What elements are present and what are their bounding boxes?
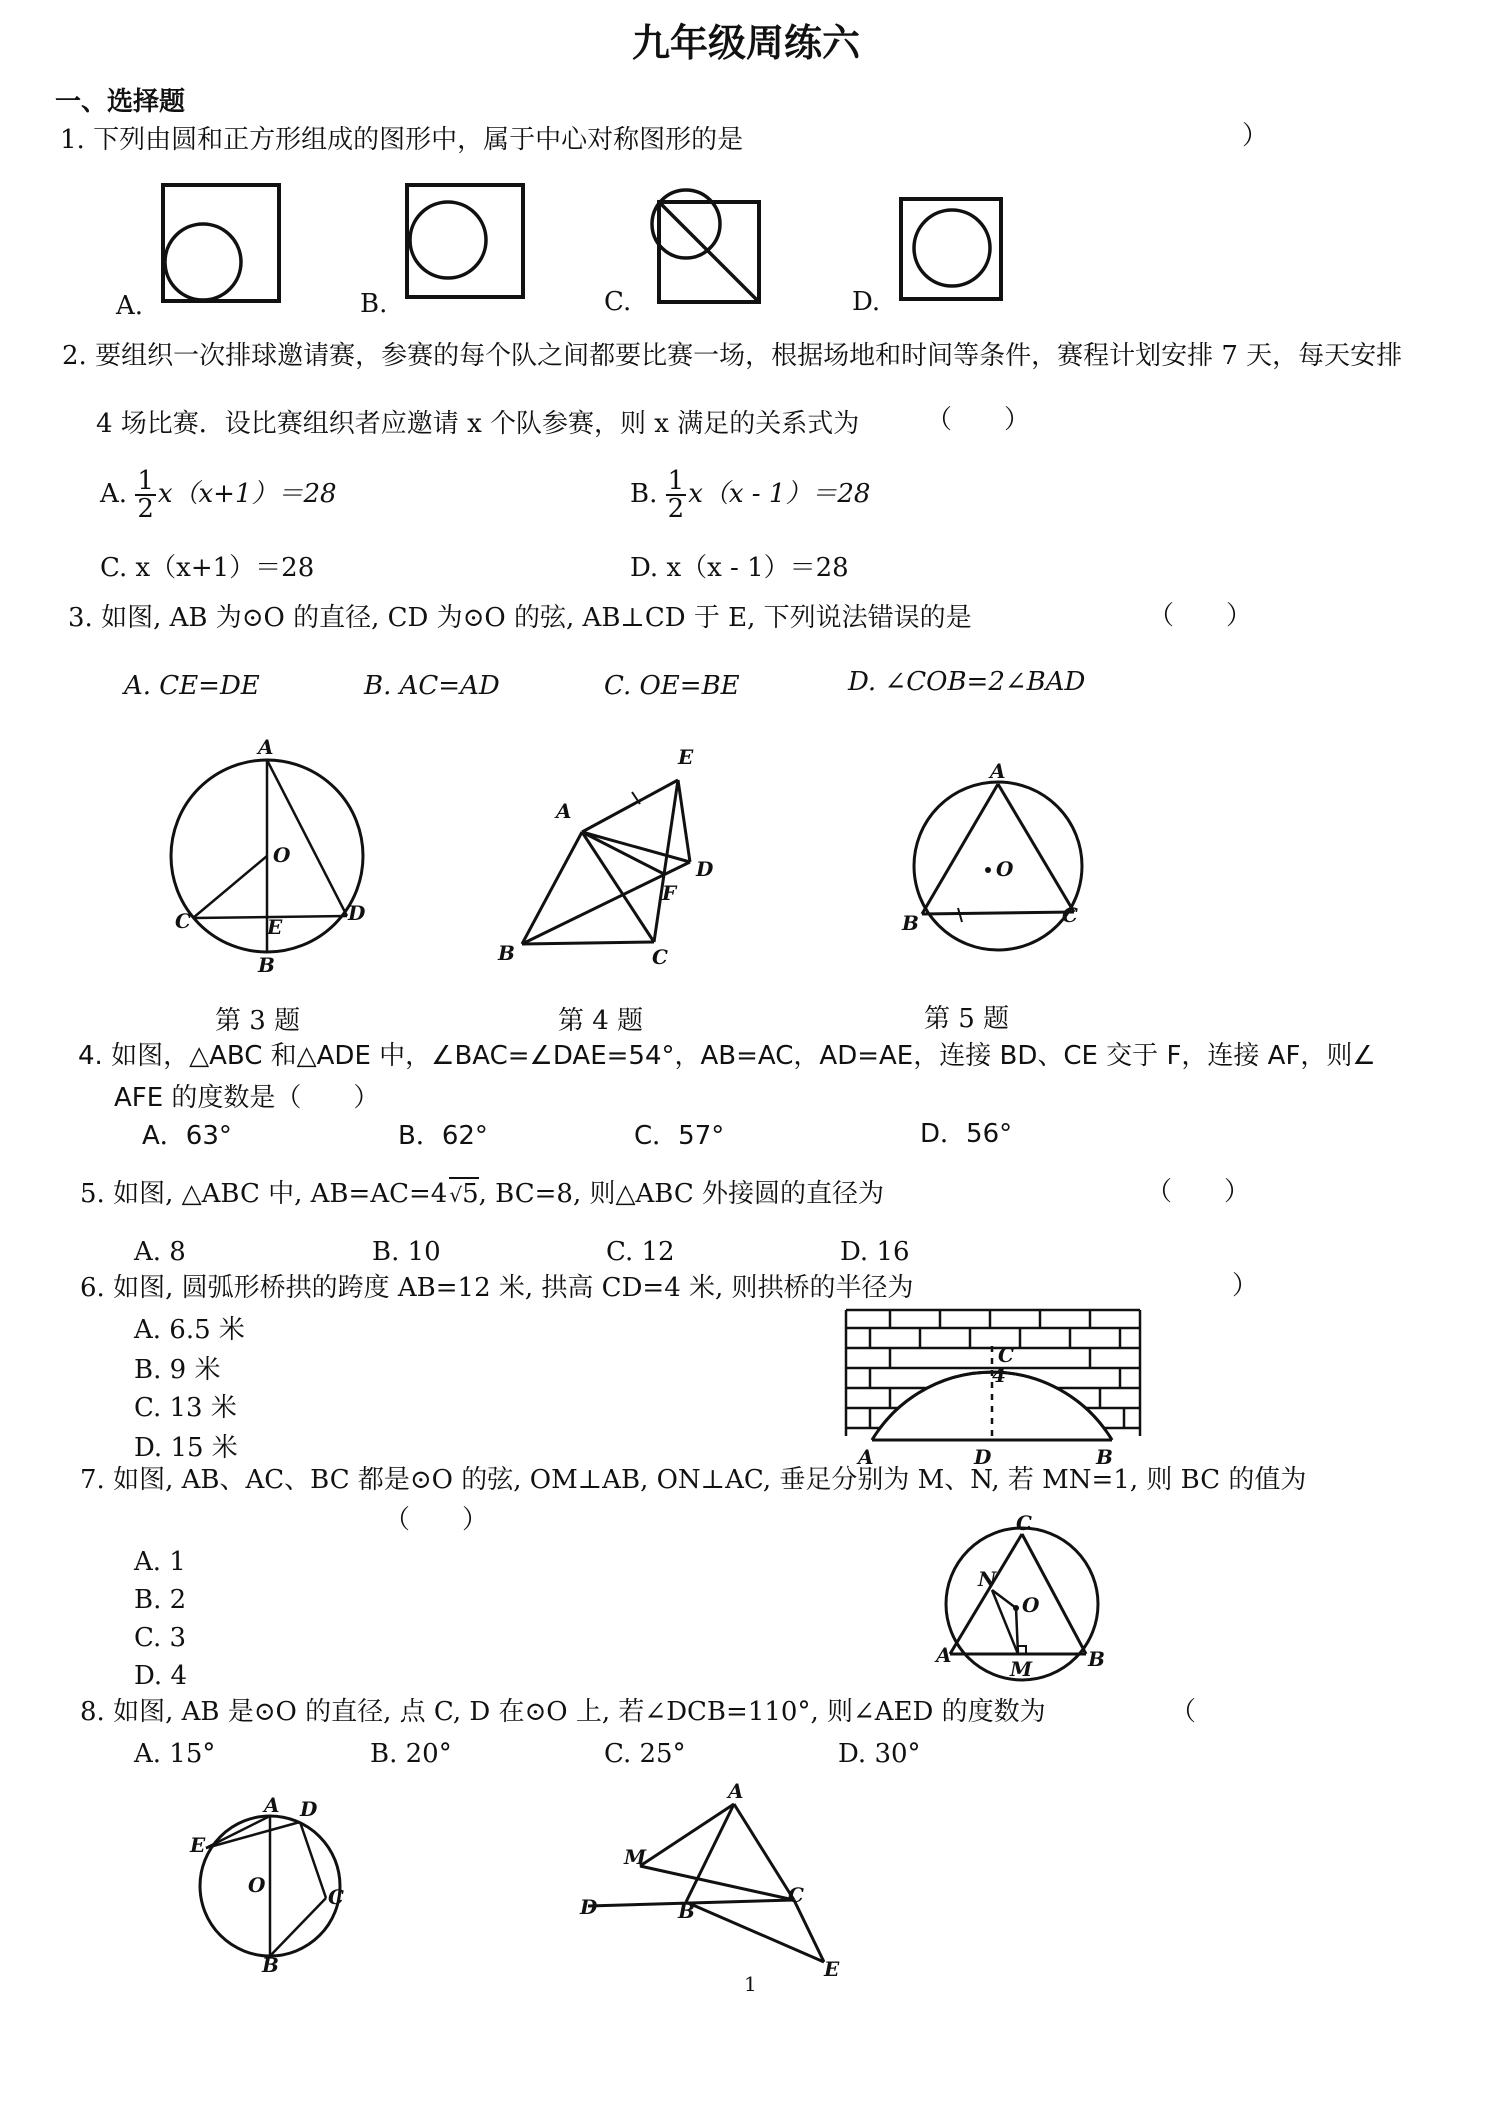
fig-extra-label-a: A [728,1779,744,1803]
q7-paren: （ ） [384,1505,489,1535]
q2-option-b [630,464,870,524]
q8-option-a: A. 15° [134,1739,216,1769]
fig8-label-d: D [300,1797,318,1821]
q2-option-a [100,464,337,524]
q7-option-b: B. 2 [134,1585,187,1615]
fig3-label-d: D [348,901,366,925]
q4-option-b: B．62° [398,1121,488,1151]
fig8-label-a: A [264,1793,280,1817]
q2-paren: （ ） [926,405,1031,435]
q2-option-a-fraction [135,468,156,522]
fig3-label-c: C [175,909,191,933]
q1-option-a: A. [116,291,144,321]
q4-stem-line2: AFE 的度数是（ ） [114,1083,380,1113]
fig5-label-o: O [996,857,1014,881]
fig4-label-c: C [652,945,668,969]
q2-a-numerator: 1 [137,466,154,496]
fig7-label-o: O [1022,1593,1040,1617]
q6-option-b: B. 9 米 [134,1355,221,1385]
fig4-label-a: A [556,799,572,823]
q7-stem: 7. 如图, AB、AC、BC 都是⊙O 的弦, OM⊥AB, ON⊥AC, 垂足分别为 M、N, 若 MN=1, 则 BC 的值为 [80,1465,1307,1495]
caption-q5: 第 5 题 [924,1004,1010,1034]
q6-paren: ） [1232,1271,1259,1301]
q8-option-d: D. 30° [838,1739,921,1769]
fig8-label-o: O [248,1873,266,1897]
q2-stem-line1: 2. 要组织一次排球邀请赛，参赛的每个队之间都要比赛一场，根据场地和时间等条件，赛程计划安排 7 天，每天安排 [62,341,1403,371]
fig6-label-c: C [998,1343,1014,1367]
q2-option-a-expr: x（x+1）＝28 [157,479,337,509]
fig8-label-e: E [190,1833,206,1857]
q3-option-a: A. CE=DE [124,671,260,701]
fig-extra-label-c: C [788,1883,804,1907]
q4-option-d: D．56° [920,1119,1013,1149]
fig6-label-b: B [1096,1445,1113,1469]
q2-option-a-label: A. [100,479,128,509]
fig3-label-e: E [267,915,283,939]
caption-q3: 第 3 题 [215,1006,301,1036]
q6-option-d: D. 15 米 [134,1433,238,1463]
q6-option-c: C. 13 米 [134,1393,237,1423]
q5-option-c: C. 12 [606,1237,675,1267]
caption-q4: 第 4 题 [558,1006,644,1036]
fig5-label-c: C [1062,903,1078,927]
page-title: 九年级周练六 [631,20,860,65]
fig-extra-label-m: M [624,1845,647,1869]
q5-paren: （ ） [1146,1177,1251,1207]
figure-extra-triangles [580,1779,860,1990]
q2-option-b-label: B. [630,479,658,509]
q5-option-a: A. 8 [134,1237,186,1267]
figure-q4 [492,745,722,970]
figure-q5 [898,759,1098,948]
figure-q6-bridge [840,1306,1160,1476]
q5-option-b: B. 10 [372,1237,441,1267]
fig7-label-m: M [1010,1657,1033,1681]
fig4-label-d: D [696,857,714,881]
q2-a-denominator: 2 [137,494,154,524]
fig5-label-a: A [990,759,1006,783]
fig8-label-b: B [262,1953,279,1977]
q6-option-a: A. 6.5 米 [134,1315,245,1345]
q3-paren: （ ） [1148,601,1253,631]
section-heading: 一、选择题 [55,87,186,117]
sqrt-radical-icon: √ [449,1183,463,1207]
fig-extra-label-b: B [678,1899,695,1923]
q4-stem-line1: 4. 如图，△ABC 和△ADE 中，∠BAC=∠DAE=54°，AB=AC，AD=AE，连接 BD、CE 交于 F，连接 AF，则∠ [78,1041,1376,1071]
q3-option-b: B. AC=AD [364,671,500,701]
q1-option-b: B. [360,289,388,319]
q1-figure-c [648,186,768,308]
fig3-label-o: O [273,843,291,867]
q1-paren: ） [1242,121,1269,151]
page-number: 1 [744,1972,757,1996]
q2-option-c: C. x（x+1）＝28 [100,553,315,583]
fig7-label-a: A [936,1643,952,1667]
fig7-label-b: B [1088,1647,1105,1671]
fig3-label-a: A [258,735,274,759]
q8-paren: （ [1170,1697,1197,1727]
fig4-label-b: B [498,941,515,965]
fig5-label-b: B [902,911,919,935]
fig8-label-c: C [328,1885,344,1909]
q1-figure-b [404,182,529,307]
q8-option-b: B. 20° [370,1739,452,1769]
q1-stem: 1. 下列由圆和正方形组成的图形中，属于中心对称图形的是 [60,125,744,155]
q5-sqrt-value: 5 [462,1179,479,1209]
fig3-label-b: B [258,953,275,977]
q8-stem: 8. 如图, AB 是⊙O 的直径, 点 C, D 在⊙O 上, 若∠DCB=110°, 则∠AED 的度数为 [80,1697,1046,1727]
fig6-label-d: D [974,1445,992,1469]
q7-option-d: D. 4 [134,1661,187,1691]
fig4-label-e: E [678,745,694,769]
fig-extra-label-e: E [824,1957,840,1981]
q6-stem: 6. 如图, 圆弧形桥拱的跨度 AB=12 米, 拱高 CD=4 米, 则拱桥的半径为 [80,1273,914,1303]
q2-option-d: D. x（x - 1）＝28 [630,553,849,583]
fig6-height-label: 4 [992,1363,1006,1387]
fig6-label-a: A [858,1445,874,1469]
q5-stem [80,1178,884,1211]
q5-option-d: D. 16 [840,1237,910,1267]
q8-option-c: C. 25° [604,1739,686,1769]
q2-option-b-expr: x（x - 1）＝28 [688,479,871,509]
q3-stem: 3. 如图, AB 为⊙O 的直径, CD 为⊙O 的弦, AB⊥CD 于 E, 下列说法错误的是 [68,603,972,633]
q1-option-c: C. [604,287,632,317]
figure-q8 [190,1793,370,1977]
q2-b-denominator: 2 [667,494,685,524]
q1-option-d: D. [852,287,881,317]
q3-option-c: C. OE=BE [604,671,740,701]
q1-figure-a [160,182,285,307]
q7-option-c: C. 3 [134,1623,187,1653]
figure-q7 [936,1511,1116,1681]
q1-figure-d [898,196,1008,306]
q5-stem-post: , BC=8, 则△ABC 外接圆的直径为 [478,1179,885,1209]
q2-stem-line2: 4 场比赛．设比赛组织者应邀请 x 个队参赛，则 x 满足的关系式为 [96,409,860,439]
q2-option-b-fraction [666,468,687,522]
figure-q3 [150,735,390,980]
q5-stem-pre: 5. 如图, △ABC 中, AB=AC=4 [80,1179,448,1209]
fig4-label-f: F [662,881,677,905]
fig7-label-c: C [1016,1511,1032,1535]
q7-option-a: A. 1 [134,1547,186,1577]
q3-option-d: D. ∠COB=2∠BAD [848,667,1086,697]
fig-extra-label-d: D [580,1895,598,1919]
fig7-label-n: N [978,1567,997,1591]
q2-b-numerator: 1 [667,466,685,496]
q4-option-c: C．57° [634,1121,725,1151]
q4-option-a: A．63° [142,1121,232,1151]
